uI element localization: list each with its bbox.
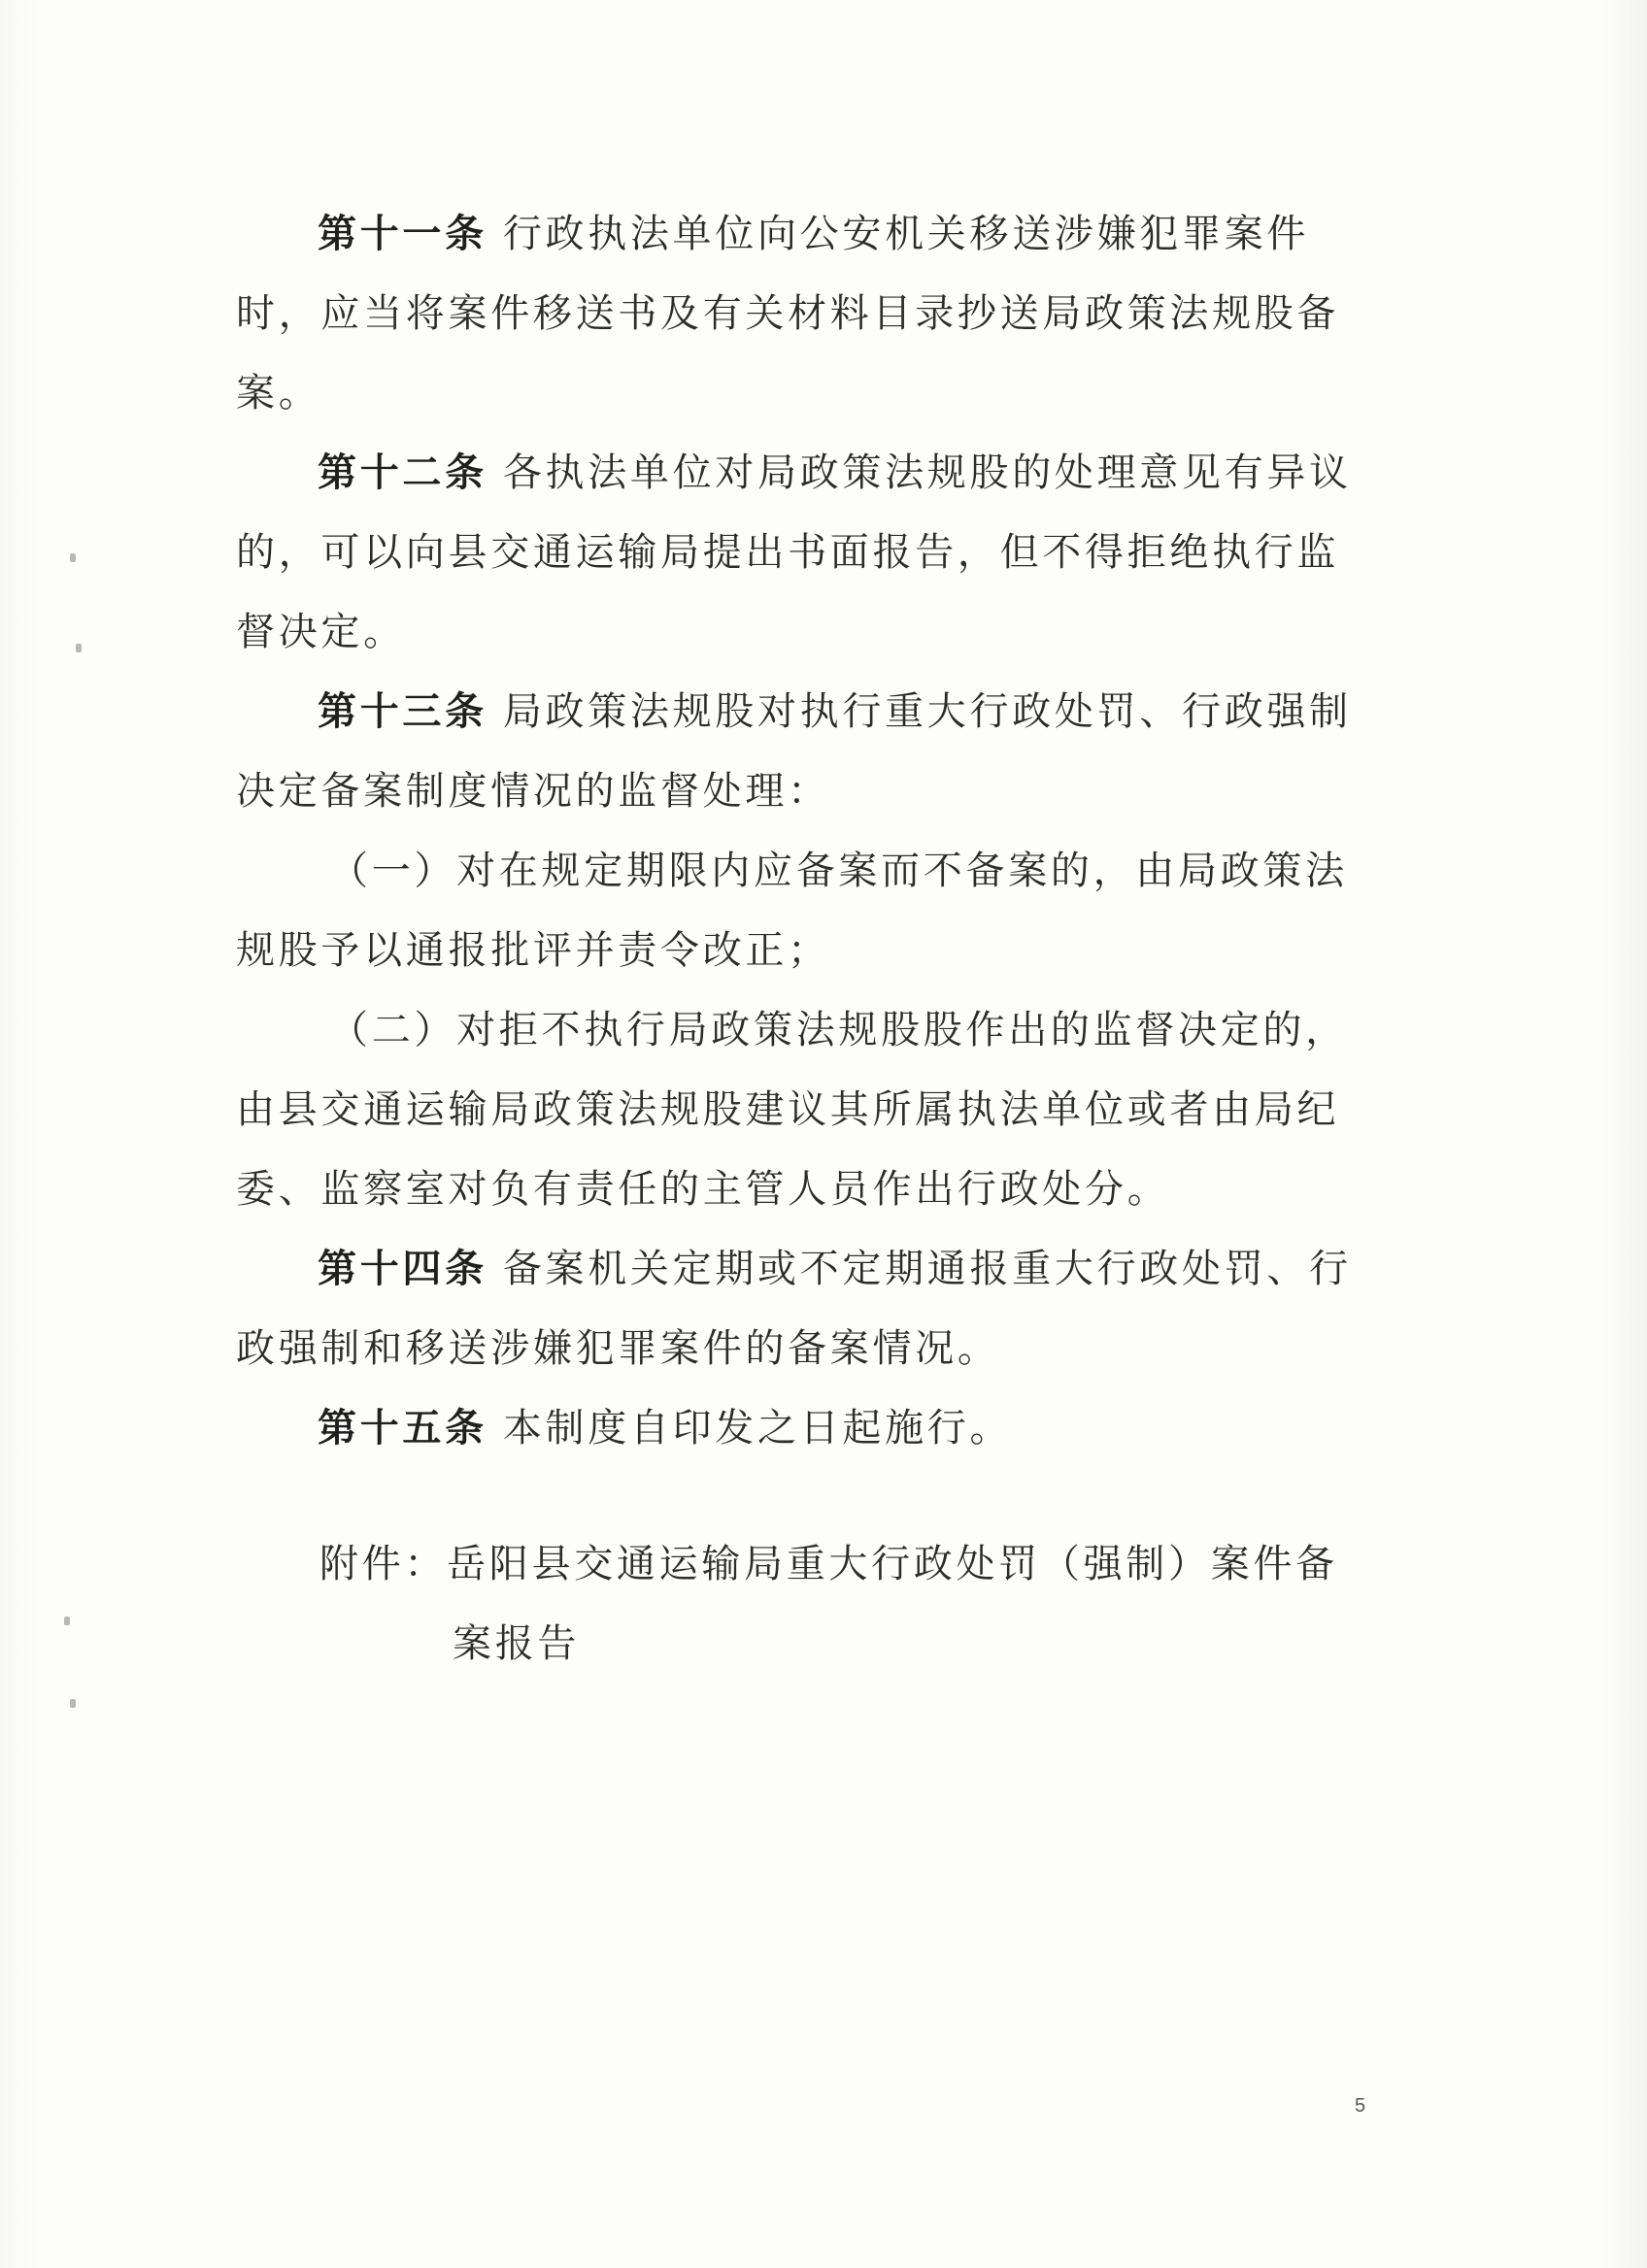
article-text: 备案机关定期或不定期通报重大行政处罚、行政强制和移送涉嫌犯罪案件的备案情况。 <box>236 1247 1352 1371</box>
article-13-item-1: （一）对在规定期限内应备案而不备案的，由局政策法规股予以通报批评并责令改正； <box>236 849 1348 973</box>
article-13-item-2: （二）对拒不执行局政策法规股股作出的监督决定的，由县交通运输局政策法规股建议其所属执法单位或者由局纪委、监察室对负有责任的主管人员作出行政处分。 <box>236 1008 1348 1212</box>
article-text: 局政策法规股对执行重大行政处罚、行政强制决定备案制度情况的监督处理： <box>236 689 1352 814</box>
attachment-label: 附件： <box>319 1542 448 1586</box>
attachment-note <box>236 1524 1362 1684</box>
scan-speck <box>70 553 76 562</box>
article-heading: 第十一条 <box>318 211 487 256</box>
article-11 <box>236 194 1362 433</box>
article-15 <box>236 1388 1362 1468</box>
page-number: 5 <box>1355 2095 1366 2117</box>
article-heading: 第十二条 <box>318 450 487 495</box>
section-gap <box>236 1468 1362 1524</box>
article-heading: 第十四条 <box>318 1246 487 1291</box>
article-text: 行政执法单位向公安机关移送涉嫌犯罪案件时，应当将案件移送书及有关材料目录抄送局政策法规股备案。 <box>236 212 1340 416</box>
article-heading: 第十三条 <box>318 688 487 734</box>
scan-speck <box>70 1699 76 1708</box>
document-body <box>236 194 1362 1684</box>
article-heading: 第十五条 <box>318 1405 487 1451</box>
attachment-title-part-1: 岳阳县交通运输局重大行政处罚（强制）案件备 <box>447 1542 1338 1586</box>
attachment-line-1 <box>236 1524 1362 1604</box>
article-12 <box>236 433 1362 672</box>
scan-speck <box>76 644 82 652</box>
article-14 <box>236 1229 1362 1388</box>
article-text: 各执法单位对局政策法规股的处理意见有异议的，可以向县交通运输局提出书面报告，但不得拒绝执行监督决定。 <box>236 450 1352 654</box>
article-text: 本制度自印发之日起施行。 <box>502 1406 1013 1451</box>
scan-speck <box>64 1617 70 1625</box>
article-13 <box>236 672 1362 831</box>
attachment-title-part-2: 案报告 <box>453 1621 581 1666</box>
